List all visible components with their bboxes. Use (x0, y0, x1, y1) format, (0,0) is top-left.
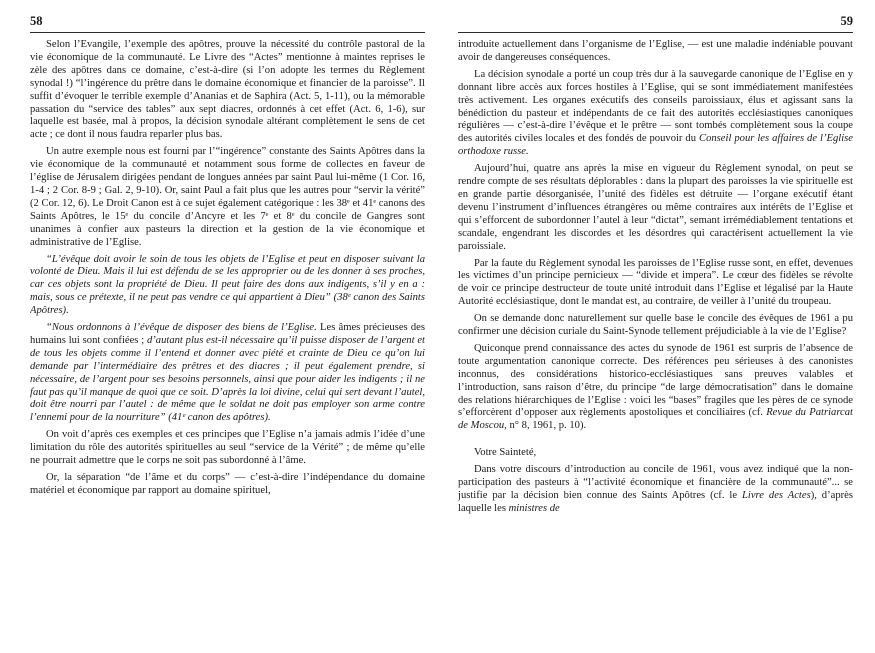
paragraph: Quiconque prend connaissance des actes du synode de 1961 est surpris de l’absence de toute argumentation canonique correcte. Des références peu sérieuses à des canonistes inconnus, des considérations historico-ecclésiastiques sans preuves valables et l’introduction, sans raison d’être, du principe “de large démocratisation” dans le domaine des relations hiérarchiques de l’Eglise : voici les “bases” fragiles que les pères de ce synode s’efforcèrent d’opposer aux règlements apostoliques et conciliaires (cf. Revue du Patriarcat de Moscou, n° 8, 1961, p. 10). (458, 342, 853, 432)
italic-run: “Nous ordonnons à l’évêque de disposer des biens de l’Eglise. (46, 322, 321, 334)
paragraph: On se demande donc naturellement sur quelle base le concile des évêques de 1961 a pu confirmer une décision curiale du Saint-Synode tellement préjudiciable à la vie de l’Eglise? (458, 313, 853, 338)
right-page (458, 8, 853, 648)
paragraph: Selon l’Evangile, l’exemple des apôtres, prouve la nécessité du contrôle pastoral de la vie économique de la communauté. Le Livre des “Actes” mentionne à maintes reprises le zèle des apôtres dans ce domaine, c’est-à-dire (si l’on adopte les termes du Règlement synodal !) “l’ingérence du prêtre dans le domaine économique et financier de la paroisse”. Il suffit d’évoquer le terrible exemple d’Ananias et de Saphira (Act. 5, 1-11), ou la mémorable passation du “service des tables” aux sept diacres, ordonnés à cet effet (Act. 6, 1-6), sur laquelle est basée, mal à propos, la décision synodale altérant complètement le sens de cet acte ; ce dont il nous faudra reparler plus bas. (30, 39, 425, 141)
right-page-body (458, 39, 853, 516)
italic-run: ministres de (508, 502, 560, 514)
italic-run: d’autant plus est-il nécessaire qu’il puisse disposer de l’argent et de tous les objets comme il l’entend et donner avec piété et crainte de Dieu ce qu’on lui demande par l’intermédiaire des prêtres et des diacres ; il peut également prendre, si nécessaire, de l’argent pour ses besoins personnels, ainsi que pour aider les indigents ; il ne faut pas qu’il manque de quoi que ce soit. D’après la loi divine, celui qui sert devant l’autel, doit être nourri par l’autel : de même que le soldat ne doit pas employer son arme contre l’ennemi pour de la nourriture” (41ᵉ canon des apôtres). (30, 334, 425, 424)
quote-paragraph: “Nous ordonnons à l’évêque de disposer des biens de l’Eglise. Les âmes précieuses des humains lui sont confiées ; d’autant plus est-il nécessaire qu’il puisse disposer de l’argent et de tous les objets comme il l’entend et donner avec piété et crainte de Dieu ce qu’on lui demande par l’intermédiaire des prêtres et des diacres ; il peut également prendre, si nécessaire, de l’argent pour ses besoins personnels, ainsi que pour aider les indigents ; il ne faut pas qu’il manque de quoi que ce soit. D’après la loi divine, celui qui sert devant l’autel, doit être nourri par l’autel : de même que le soldat ne doit pas employer son arme contre l’ennemi pour de la nourriture” (41ᵉ canon des apôtres). (30, 322, 425, 424)
paragraph: Or, la séparation “de l’âme et du corps” — c’est-à-dire l’indépendance du domaine matériel et économique par rapport au domaine spirituel, (30, 472, 425, 496)
italic-run: Livre des Actes (742, 490, 811, 501)
paragraph: Par la faute du Règlement synodal les paroisses de l’Eglise russe sont, en effet, devenues les victimes d’un principe pernicieux — “divide et impera”. Le cœur des fidèles se révolte de voir ce principe destructeur de toute unité introduit dans l’Eglise et légalisé par la Haute Autorité ecclésiastique, dont le mandat est, au contraire, de veiller à l’unité du troupeau. (458, 257, 853, 308)
right-page-header (458, 8, 853, 33)
salutation: Votre Sainteté, (474, 447, 537, 459)
paragraph: La décision synodale a porté un coup très dur à la sauvegarde canonique de l’Eglise en y donnant libre accès aux forces hostiles à l’Eglise, qui se sont immédiatement manifestées très activement. Les organes exécutifs des conseils paroissiaux, élus et agissant sans la bénédiction du pasteur et indépendants de ce fait des autorités ecclésiastiques canoniques régulières — c’est-à-dire l’évêque et le prêtre — sont tombés complètement sous la coupe des autorités civiles locales et des fondés de pouvoir du Conseil pour les affaires de l’Eglise orthodoxe russe. (458, 68, 853, 158)
quote-paragraph (30, 254, 425, 319)
page-number: 59 (840, 14, 853, 28)
page-number: 58 (30, 14, 43, 28)
paragraph: introduite actuellement dans l’organisme de l’Eglise, — est une maladie indéniable pouvant avoir de dangereuses conséquences. (458, 39, 853, 63)
left-page-header (30, 8, 425, 33)
italic-run: Revue du Patriarcat de Moscou, (458, 407, 853, 432)
left-page (30, 8, 425, 648)
italic-run: “L’évêque doit avoir le soin de tous les objets de l’Eglise et peut en disposer suivant la volonté de Dieu. Mais il lui est défendu de se les approprier ou de les donner à ses proches, car ces objets sont la propriété de Dieu. Il peut faire des dons aux indigents, s’il y en a : mais, sous ce prétexte, il ne peut pas vendre ce qui appartient à Dieu” (38ᵉ canon des Saints Apôtres). (30, 253, 425, 317)
paragraph: Aujourd’hui, quatre ans après la mise en vigueur du Règlement synodal, on peut se rendre compte de ses résultats déplorables : dans la plupart des paroisses la vie spirituelle est en grande partie désorganisée, l’unité des fidèles est détruite — l’organe exécutif étant devenu l’instrument d’influences étrangères ou même contraires aux intérêts de l’Eglise et qui s’efforcent de subordonner l’autel à leur “dictat”, semant irrémédiablement tentations et scandale, engendrant les discordes et les désordres qui caractérisent actuellement la vie paroissiale. (458, 163, 853, 252)
left-page-body (30, 39, 425, 498)
italic-run: Conseil pour les affaires de l’Eglise orthodoxe russe. (458, 133, 853, 158)
paragraph: Dans votre discours d’introduction au concile de 1961, vous avez indiqué que la non-participation des pasteurs à “l’activité économique et financière de la communauté”... se justifie par la décision bien connue des Saints Apôtres (cf. le Livre des Actes), d’après laquelle les ministres de (458, 464, 853, 514)
paragraph: On voit d’après ces exemples et ces principes que l’Eglise n’a jamais admis l’idée d’une limitation du rôle des autorités spirituelles au seul “service de la Vérité” ; de même qu’elle ne pourrait admettre que le corps ne soit pas subordonné à l’âme. (30, 429, 425, 467)
paragraph: Un autre exemple nous est fourni par l’“ingérence” constante des Saints Apôtres dans la vie économique de la communauté et notamment sous forme de collectes en faveur de l’église de Jérusalem dirigées pendant de longues années par saint Paul lui-même (1 Cor. 16, 1-4 ; 2 Cor. 8-9 ; Gal. 2, 9-10). Or, saint Paul a fait plus que les autres pour “servir la vérité” (2 Cor. 12, 6). Le Droit Canon est à ce sujet également catégorique : les 38ᵉ et 41ᵉ canons des Saints Apôtres, le 15ᵉ du concile d’Ancyre et les 7ᵉ et 8ᵉ du concile de Gangres sont unanimes à confier aux pasteurs la direction et la gestion de la vie économique et administrative de l’Eglise. (30, 146, 425, 248)
